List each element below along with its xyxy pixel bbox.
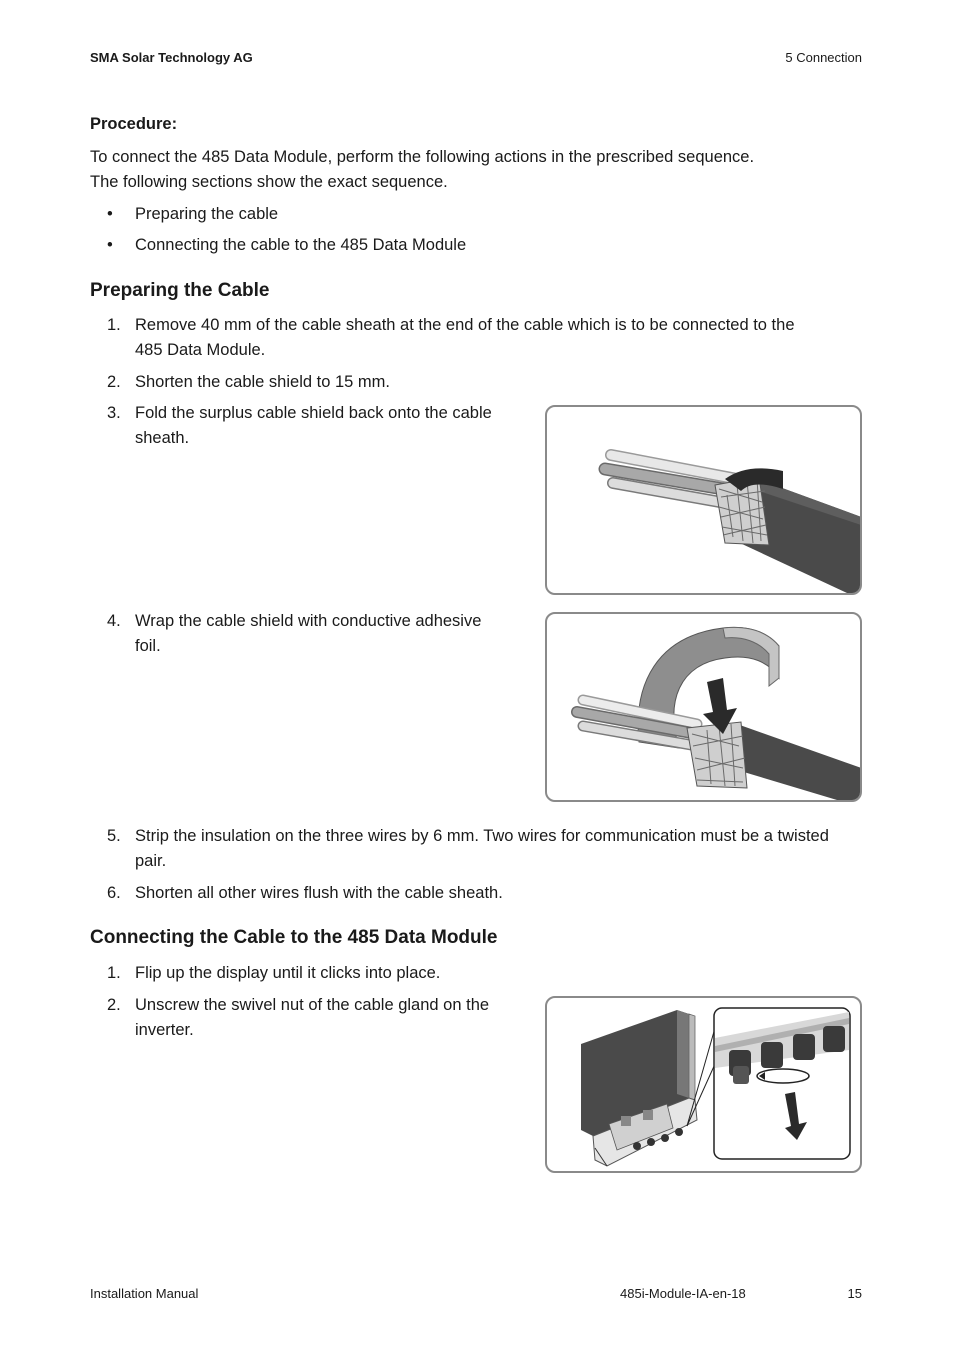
step-number: 4. [107,612,121,630]
step-item [107,609,527,659]
list-item [107,202,607,227]
list-item [107,233,607,258]
step-text-line2: sheath. [135,429,190,447]
step-text-line1: Flip up the display until it clicks into place. [135,964,441,982]
figure-inverter-swivel-nut [545,996,862,1173]
step-number: 1. [107,316,121,334]
step-text-line1: Shorten all other wires flush with the cable sheath. [135,884,503,902]
procedure-intro-line2: The following sections show the exact sequence. [90,173,448,191]
step-text-line1: Remove 40 mm of the cable sheath at the end of the cable which is to be connected to the [135,316,795,334]
procedure-intro-line1: To connect the 485 Data Module, perform the following actions in the prescribed sequence. [90,148,755,166]
step-text-line1: Unscrew the swivel nut of the cable gland on the [135,996,490,1014]
step-item [107,881,867,906]
inverter-icon [581,1010,697,1166]
step-item [107,313,867,363]
bullet-icon: • [107,205,113,223]
step-number: 6. [107,884,121,902]
figure-adhesive-foil [545,612,862,802]
step-item [107,961,867,986]
procedure-heading: Procedure: [90,115,178,133]
step-item [107,370,867,395]
step-text-line2: foil. [135,637,161,655]
bullet-text: Preparing the cable [135,205,279,223]
bullet-icon: • [107,236,113,254]
zoom-detail-icon [714,1008,850,1159]
header-chapter: 5 Connection [785,50,862,65]
section-heading-preparing: Preparing the Cable [90,280,270,301]
step-text-line1: Strip the insulation on the three wires by 6 mm. Two wires for communication must be a twisted [135,827,829,845]
step-text-line1: Wrap the cable shield with conductive adhesive [135,612,482,630]
inverter-illustration [547,998,860,1171]
bullet-text: Connecting the cable to the 485 Data Module [135,236,467,254]
step-item [107,993,527,1043]
figure-fold-shield [545,405,862,595]
step-text-line1: Shorten the cable shield to 15 mm. [135,373,390,391]
step-number: 5. [107,827,121,845]
step-text-line1: Fold the surplus cable shield back onto the cable [135,404,492,422]
footer-manual-title: Installation Manual [90,1286,199,1301]
step-number: 2. [107,996,121,1014]
step-text-line2: inverter. [135,1021,194,1039]
header-company: SMA Solar Technology AG [90,50,253,65]
footer-page-number: 15 [847,1286,862,1301]
footer-doc-id: 485i-Module-IA-en-18 [620,1286,746,1301]
step-text-line2: pair. [135,852,167,870]
step-number: 2. [107,373,121,391]
section-heading-connecting: Connecting the Cable to the 485 Data Module [90,927,498,948]
step-item [107,401,527,451]
step-number: 3. [107,404,121,422]
step-number: 1. [107,964,121,982]
step-text-line2: 485 Data Module. [135,341,266,359]
step-item [107,824,867,874]
foil-wrap-illustration [547,614,860,800]
cable-fold-illustration [547,407,860,593]
